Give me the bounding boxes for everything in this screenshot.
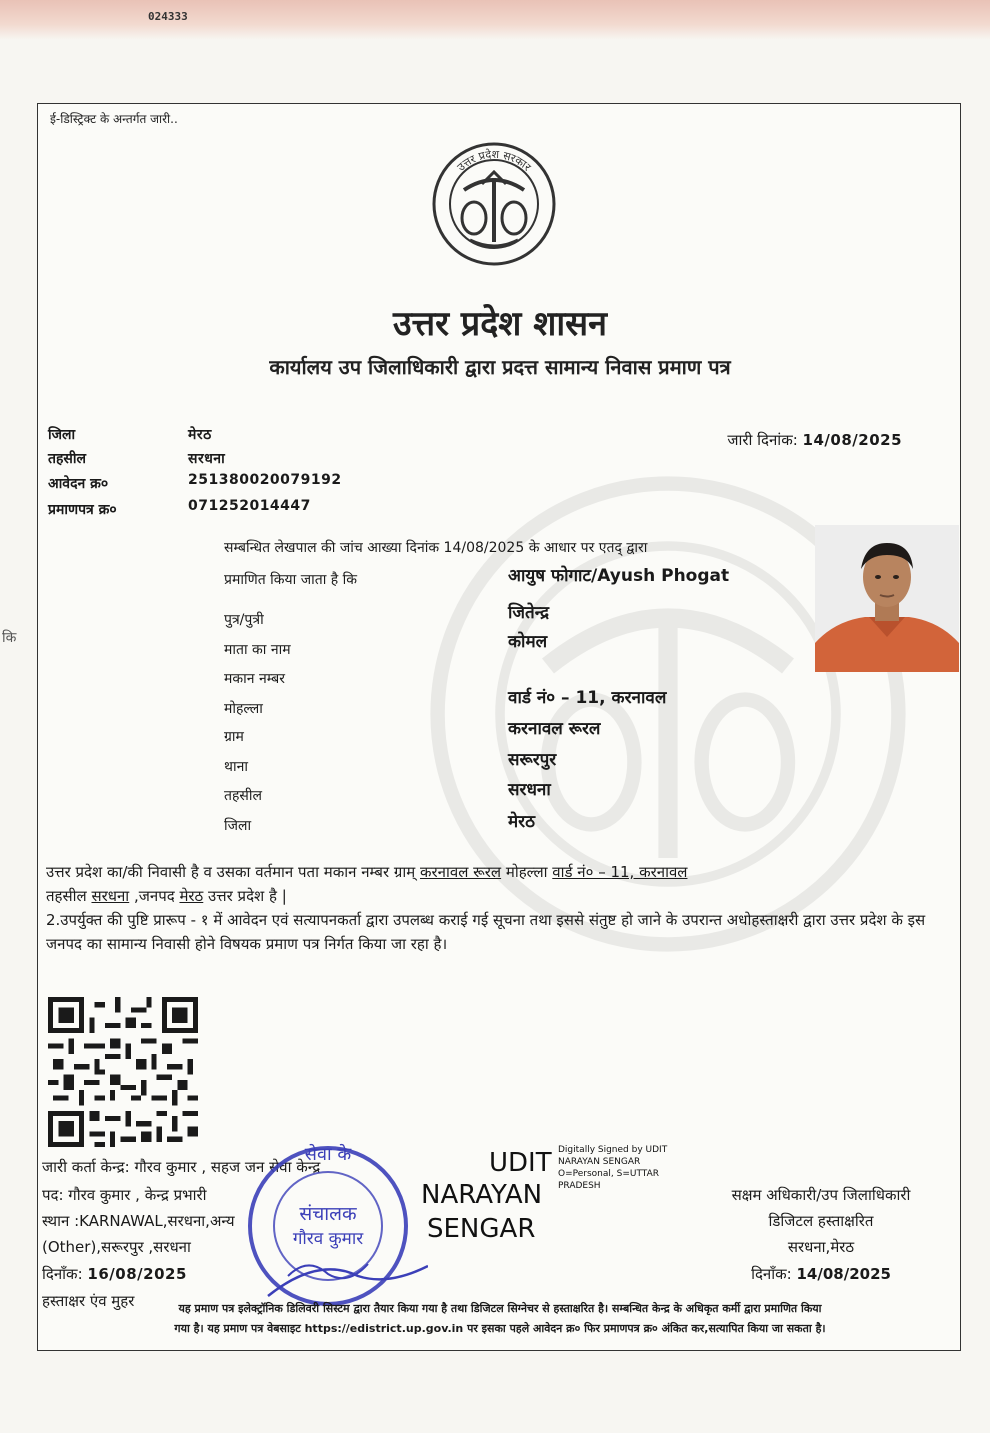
issue-date-value: 14/08/2025: [802, 431, 902, 449]
title-main: उत्तर प्रदेश शासन: [392, 304, 607, 344]
issuer-date-label: दिनाँक:: [42, 1265, 83, 1283]
field-value-name: आयुष फोगाट/Ayush Phogat: [508, 566, 730, 586]
officer-date-label: दिनाँक:: [751, 1265, 792, 1283]
title-sub: कार्यालय उप जिलाधिकारी द्वारा प्रदत्त सामान्य निवास प्रमाण पत्र: [269, 355, 731, 379]
officer-date: [686, 1264, 956, 1284]
address-village: करनावल रूरल: [419, 863, 502, 881]
field-label-tehsil: तहसील: [224, 788, 262, 804]
field-value-tehsil: सरधना: [508, 780, 551, 800]
field-label-police-station: थाना: [224, 759, 248, 775]
applicant-photo: [815, 525, 959, 672]
applicant-photo-image: [815, 525, 959, 672]
certificate-document: [37, 103, 961, 1351]
field-value-mother: कोमल: [508, 632, 548, 652]
issuer-center: जारी कर्ता केन्द्र: गौरव कुमार , सहज जन सेवा केन्द्र: [42, 1158, 321, 1176]
meta-value-tehsil: सरधना: [188, 451, 226, 467]
field-label-village: ग्राम: [224, 729, 244, 745]
meta-value-district: मेरठ: [188, 427, 212, 443]
issuer-sign-stamp: हस्ताक्षर एंव मुहर: [42, 1292, 135, 1310]
field-label-mother: माता का नाम: [224, 642, 291, 658]
digital-sig-line4: PRADESH: [558, 1181, 601, 1191]
field-value-mohalla: वार्ड नं० – 11, करनावल: [508, 688, 667, 708]
digital-signer-first-name: UDIT: [489, 1148, 552, 1178]
footer-note-line1: यह प्रमाण पत्र इलेक्ट्रॉनिक डिलिवरी सिस्टम द्वारा तैयार किया गया है तथा डिजिटल सिग्नेचर से हस्ताक्षरित है। सम्बन्धित केन्द्र के अधिकृत कर्मी द्वारा प्रमाणित किया: [178, 1302, 822, 1315]
meta-value-application-no: 251380020079192: [188, 472, 342, 488]
header-note: ई-डिस्ट्रिक्ट के अन्तर्गत जारी..: [50, 112, 178, 126]
meta-label-tehsil: तहसील: [48, 451, 86, 467]
issuer-date: [42, 1264, 187, 1284]
field-label-son-daughter: पुत्र/पुत्री: [224, 612, 264, 628]
digital-signer-middle-name: NARAYAN: [421, 1180, 543, 1210]
field-value-father: जितेन्द्र: [508, 603, 549, 623]
field-value-police-station: सरूरपुर: [508, 750, 557, 770]
address-mohalla: वार्ड नं० – 11, करनावल: [552, 863, 688, 881]
field-label-house-no: मकान नम्बर: [224, 671, 286, 687]
officer-digital-signed: डिजिटल हस्ताक्षरित: [768, 1212, 874, 1230]
issuer-date-value: 16/08/2025: [87, 1265, 187, 1283]
field-label-mohalla: मोहल्ला: [224, 701, 263, 717]
meta-value-certificate-no: 071252014447: [188, 498, 311, 514]
issue-date-label: जारी दिनांक:: [727, 431, 798, 449]
svg-text:संचालक: संचालक: [299, 1203, 357, 1225]
issuer-place-line2: (Other),सरूरपुर ,सरधना: [42, 1238, 191, 1256]
officer-designation: सक्षम अधिकारी/उप जिलाधिकारी: [731, 1186, 911, 1204]
verification-qr-code[interactable]: [48, 997, 198, 1147]
meta-label-district: जिला: [48, 427, 76, 443]
issuer-place-line1: स्थान :KARNAWAL,सरधना,अन्य: [42, 1212, 235, 1230]
digital-signer-last-name: SENGAR: [427, 1214, 536, 1244]
digital-sig-line1: Digitally Signed by UDIT: [558, 1145, 668, 1155]
intro-line: सम्बन्धित लेखपाल की जांच आख्या दिनांक 14/08/2025 के आधार पर एतद् द्वारा: [224, 540, 648, 556]
meta-label-certificate-no: प्रमाणपत्र क्र०: [48, 502, 117, 518]
field-label-certified: प्रमाणित किया जाता है कि: [224, 572, 358, 588]
officer-location: सरधना,मेरठ: [787, 1238, 855, 1256]
svg-text:गौरव कुमार: गौरव कुमार: [292, 1229, 364, 1249]
digital-sig-line2: NARAYAN SENGAR: [558, 1157, 641, 1167]
address-tehsil: सरधना: [91, 887, 130, 905]
issuer-post: पद: गौरव कुमार , केन्द्र प्रभारी: [42, 1186, 207, 1204]
issue-date: [727, 430, 902, 450]
svg-text:सेवा के: सेवा के: [304, 1144, 352, 1165]
field-value-village: करनावल रूरल: [508, 719, 601, 739]
svg-text:उत्तर प्रदेश सरकार: उत्तर प्रदेश सरकार: [454, 147, 534, 174]
torn-paper-strip: [0, 0, 990, 40]
field-value-district: मेरठ: [508, 812, 535, 832]
address-paragraph: उत्तर प्रदेश का/की निवासी है व उसका वर्तमान पता मकान नम्बर ग्राम् करनावल रूरल मोहल्ला वार्ड नं० – 11, करनावल तहसील सरधना ,जनपद मेरठ उत्तर प्रदेश है |: [46, 863, 688, 905]
side-mark: कि: [2, 630, 17, 646]
footer-note-line2: गया है। यह प्रमाण पत्र वेबसाइट https://edistrict.up.gov.in पर इसका पहले आवेदन क्र० फिर प्रमाणपत्र क्र० अंकित कर,सत्यापित किया जा सकता है।: [174, 1322, 826, 1335]
top-serial-number: 024333: [148, 10, 188, 23]
confirmation-paragraph: 2.उपर्युक्त की पुष्टि प्रारूप - १ में आवेदन एवं सत्यापनकर्ता द्वारा उपलब्ध कराई गई सूचना तथा इससे संतुष्ट हो जाने के उपरान्त अधोहस्ताक्षरी द्वारा उत्तर प्रदेश के इस जनपद का सामान्य निवासी होने विषयक प्रमाण पत्र निर्गत किया जा रहा है।: [46, 911, 926, 953]
up-govt-emblem-icon: [430, 140, 558, 268]
meta-label-application-no: आवेदन क्र०: [48, 476, 109, 492]
field-label-district: जिला: [224, 818, 252, 834]
digital-sig-line3: O=Personal, S=UTTAR: [558, 1169, 659, 1179]
officer-date-value: 14/08/2025: [796, 1265, 891, 1283]
address-district: मेरठ: [179, 887, 204, 905]
